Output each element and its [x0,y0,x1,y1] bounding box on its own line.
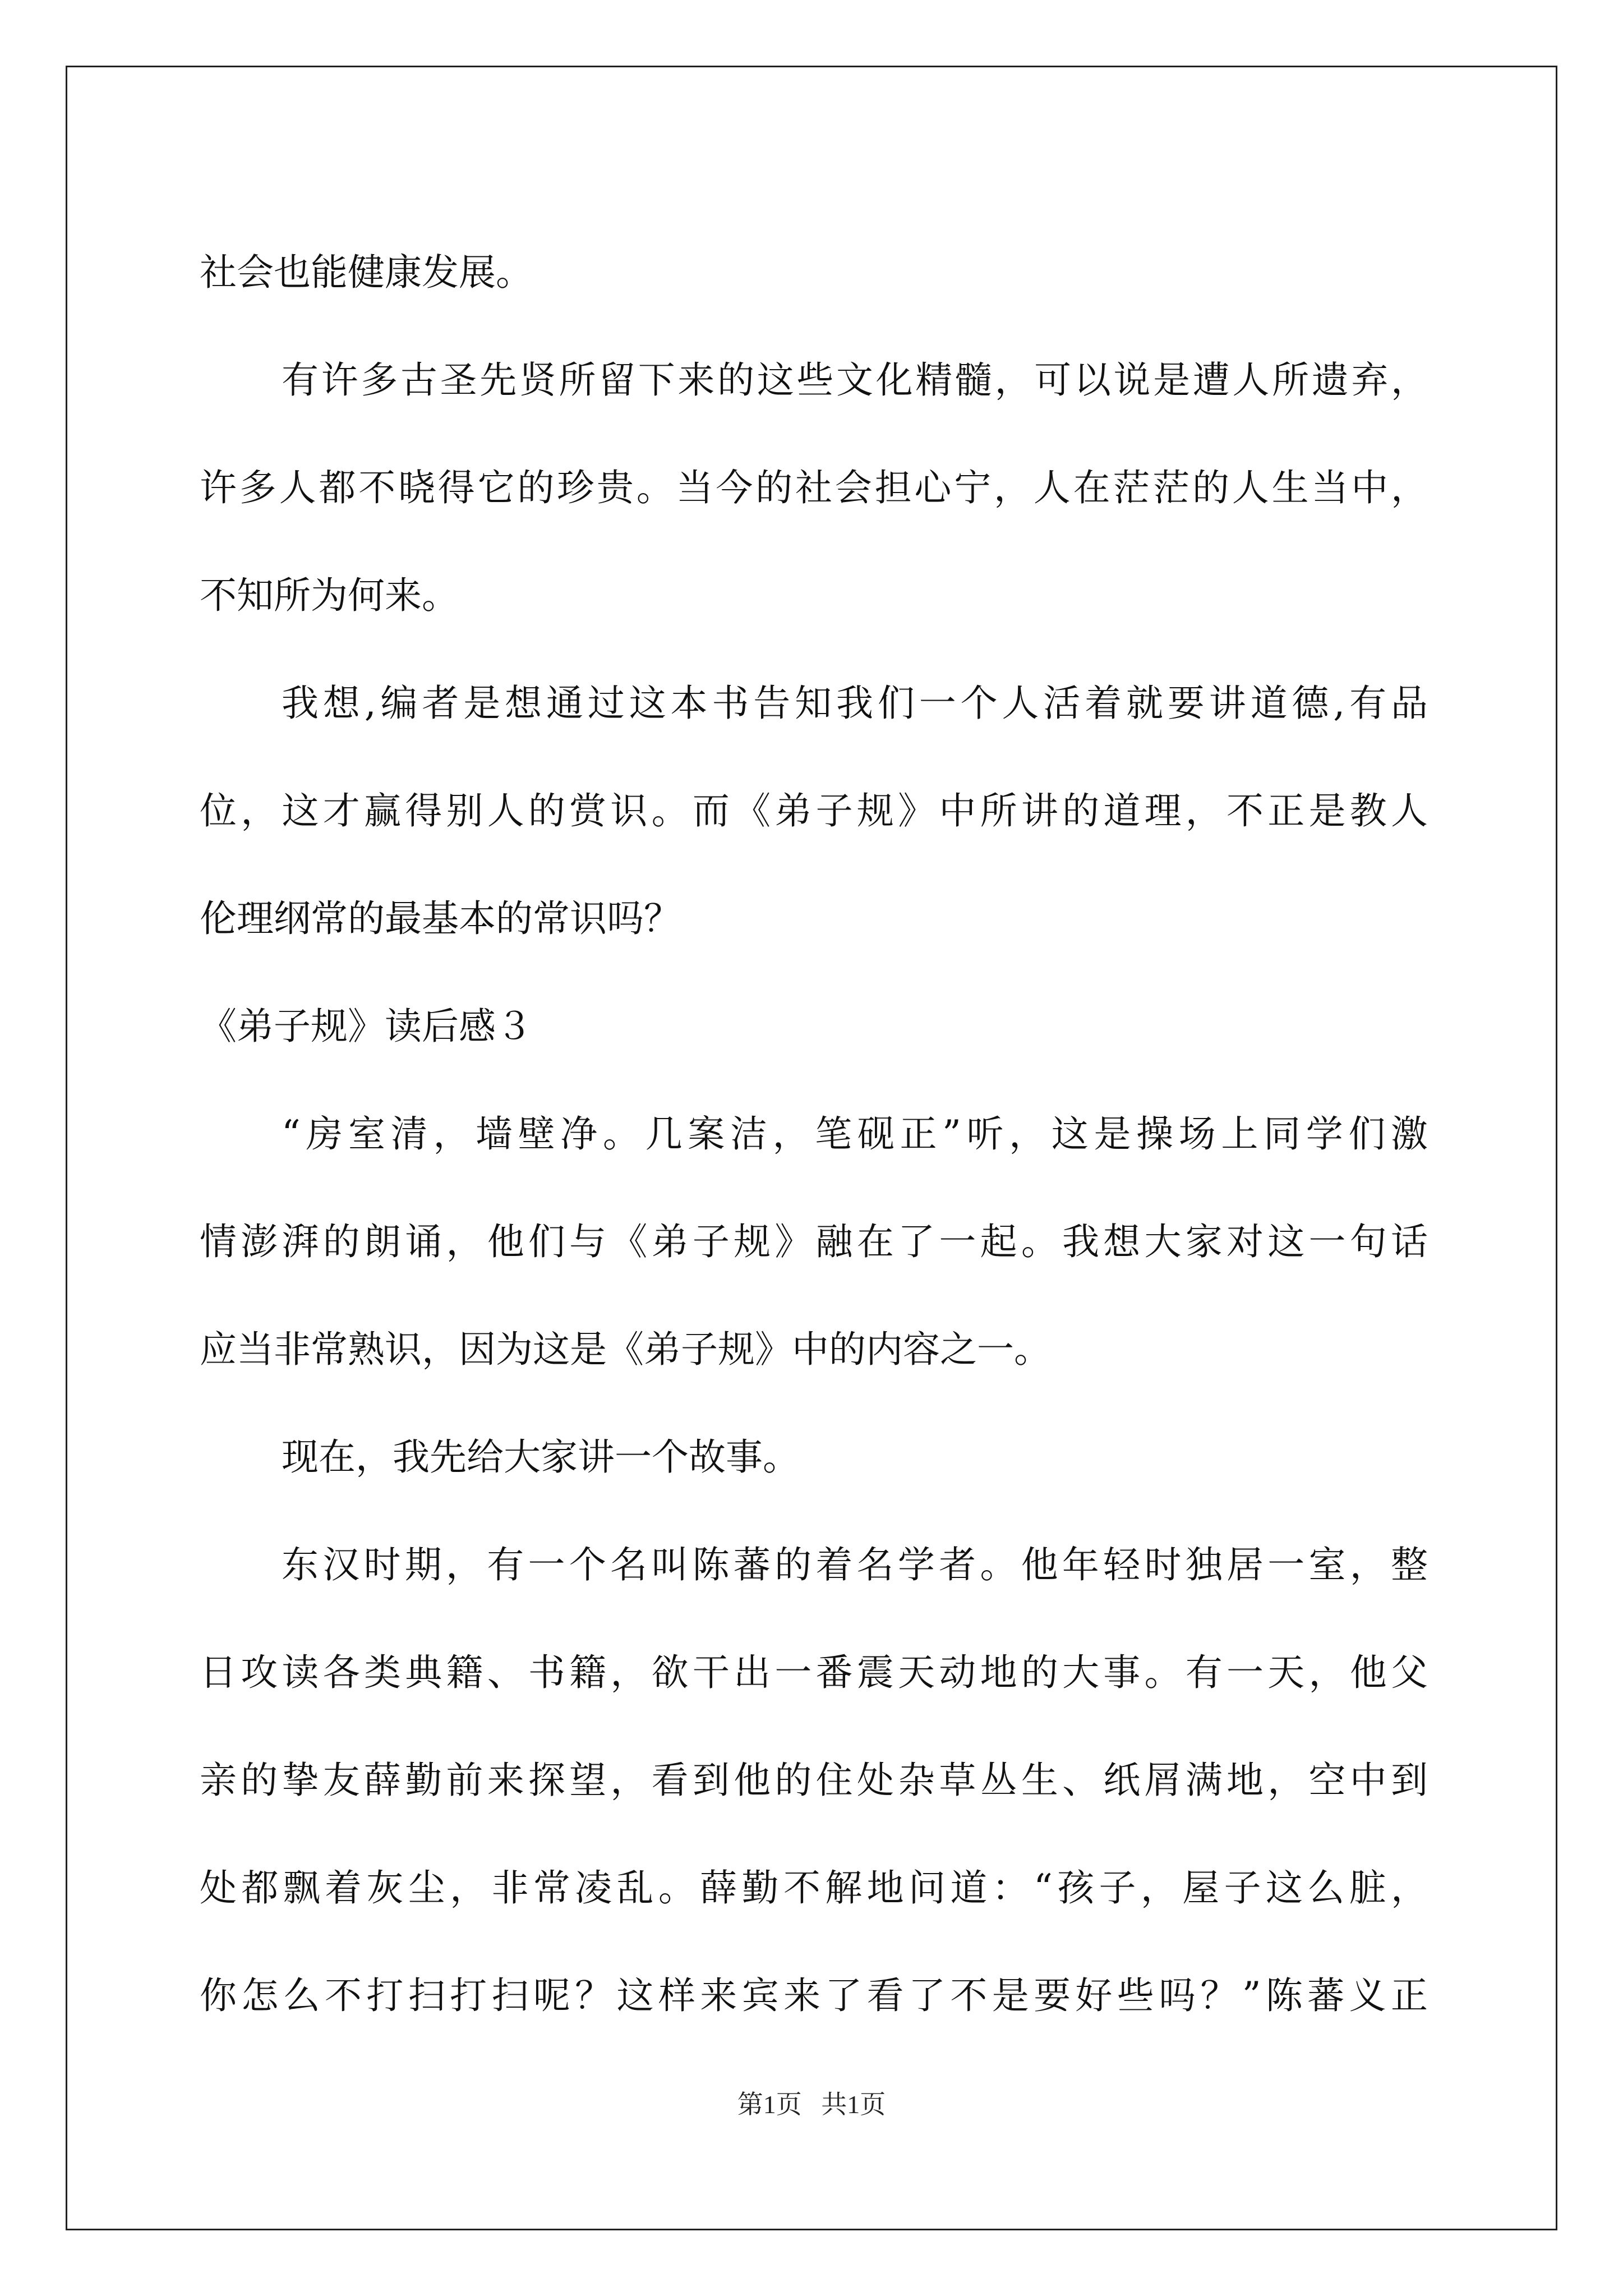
paragraph-line: 有许多古圣先贤所留下来的这些文化精髓，可以说是遭人所遗弃， [282,358,1428,402]
paragraph-line: 日攻读各类典籍、书籍，欲干出一番震天动地的大事。有一天，他父 [200,1651,1428,1694]
paragraph-line: 情澎湃的朗诵，他们与《弟子规》融在了一起。我想大家对这一句话 [200,1220,1428,1263]
paragraph-line: 你怎么不打扫打扫呢？这样来宾来了看了不是要好些吗？”陈蕃义正 [200,1974,1428,2017]
paragraph-line: 社会也能健康发展。 [200,251,533,294]
paragraph-line: 我想,编者是想通过这本书告知我们一个人活着就要讲道德,有品 [282,682,1428,725]
paragraph-line: “房室清，墙壁净。几案洁，笔砚正”听，这是操场上同学们激 [282,1112,1428,1156]
document-body [200,219,1428,2050]
paragraph-line: 处都飘着灰尘，非常凌乱。薛勤不解地问道：“孩子，屋子这么脏， [200,1866,1428,1910]
paragraph-line: 伦理纲常的最基本的常识吗？ [200,897,681,940]
paragraph-line: 许多人都不晓得它的珍贵。当今的社会担心宁，人在茫茫的人生当中， [200,466,1428,509]
page-footer: 第1页 共1页 [737,2090,886,2119]
paragraph-line: 应当非常熟识，因为这是《弟子规》中的内容之一。 [200,1328,1051,1371]
paragraph-line: 现在，我先给大家讲一个故事。 [282,1435,800,1479]
paragraph-line: 不知所为何来。 [200,574,459,617]
section-heading: 《弟子规》读后感３ [200,1005,533,1048]
paragraph-line: 亲的挚友薛勤前来探望，看到他的住处杂草丛生、纸屑满地，空中到 [200,1759,1428,1802]
paragraph-line: 位，这才赢得别人的赏识。而《弟子规》中所讲的道理，不正是教人 [200,789,1428,832]
paragraph-line: 东汉时期，有一个名叫陈蕃的着名学者。他年轻时独居一室，整 [282,1543,1428,1586]
